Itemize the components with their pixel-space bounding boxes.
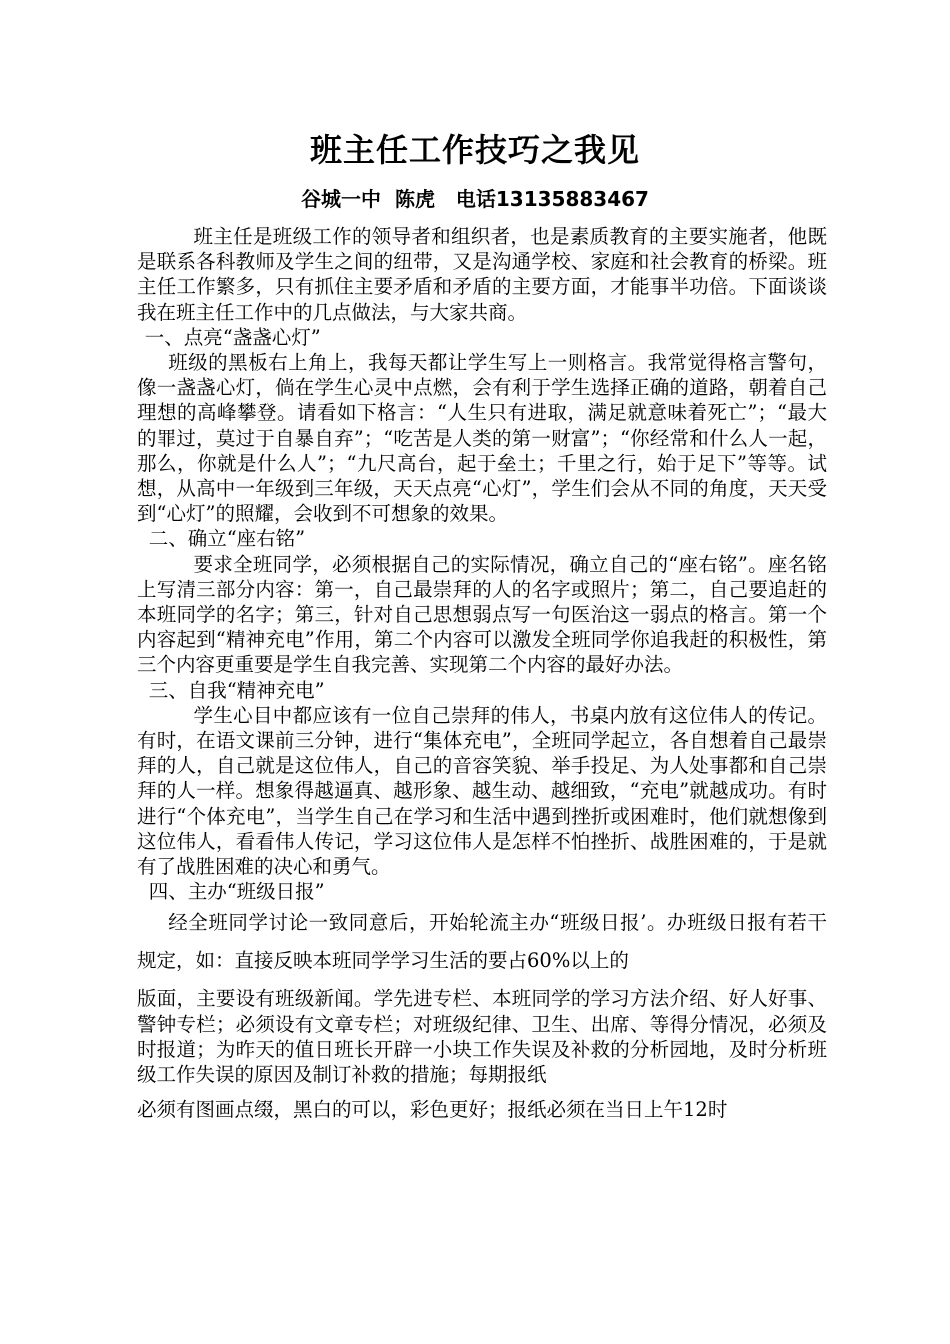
section-paragraph-3: 学生心目中都应该有一位自己崇拜的伟人，书桌内放有这位伟人的传记。有时，在语文课前三分钟，进行“集体充电”，全班同学起立，各自想着自己最崇拜的人，自己就是这位伟人，自己的音容笑貌、举手投足、为人处事都和自己崇拜的人一样。想象得越逼真、越形象、越生动、越细致，“充电”就越成功。有时进行“个体充电”，当学生自己在学习和生活中遇到挫折或困难时，他们就想像到这位伟人，看看伟人传记，学习这位伟人是怎样不怕挫折、战胜困难的，于是就有了战胜困难的决心和勇气。 bbox=[137, 703, 827, 879]
intro-paragraph: 班主任是班级工作的领导者和组织者，也是素质教育的主要实施者，他既是联系各科教师及学生之间的纽带，又是沟通学校、家庭和社会教育的桥梁。班主任工作繁多，只有抓住主要矛盾和矛盾的主要方面，才能事半功倍。下面谈谈我在班主任工作中的几点做法，与大家共商。 bbox=[137, 225, 827, 324]
section-paragraph-4-part-2: 版面，主要设有班级新闻。学先进专栏、本班同学的学习方法介绍、好人好事、警钟专栏；必须设有文章专栏；对班级纪律、卫生、出席、等得分情况，必须及时报道；为昨天的值日班长开辟一小块工作失误及补救的分析园地，及时分析班级工作失误的原因及制订补救的措施；每期报纸 bbox=[137, 987, 827, 1087]
section-paragraph-4-part-3: 必须有图画点缀，黑白的可以，彩色更好；报纸必须在当日上午12时 bbox=[137, 1098, 728, 1122]
section-heading-2: 二、确立“座右铭” bbox=[148, 527, 306, 551]
document-title: 班主任工作技巧之我见 bbox=[309, 131, 640, 169]
author-byline bbox=[0, 185, 950, 213]
section-heading-4: 四、主办“班级日报” bbox=[148, 880, 325, 904]
byline-text: 谷城一中 陈虎 电话13135883467 bbox=[301, 187, 649, 211]
section-heading-1: 一、点亮“盏盏心灯” bbox=[144, 325, 321, 349]
section-paragraph-2: 要求全班同学，必须根据自己的实际情况，确立自己的“座右铭”。座名铭上写清三部分内容：第一，自己最崇拜的人的名字或照片；第二，自己要追赶的本班同学的名字；第三，针对自己思想弱点写一句医治这一弱点的格言。第一个内容起到“精神充电”作用，第二个内容可以激发全班同学你追我赶的积极性，第三个内容更重要是学生自我完善、实现第二个内容的最好办法。 bbox=[137, 552, 827, 677]
section-paragraph-1: 班级的黑板右上角上，我每天都让学生写上一则格言。我常觉得格言警句，像一盏盏心灯，倘在学生心灵中点燃，会有利于学生选择正确的道路，朝着自己理想的高峰攀登。请看如下格言：“人生只有进取，满足就意味着死亡”；“最大的罪过，莫过于自暴自弃”；“吃苦是人类的第一财富”；“你经常和什么人一起，那么，你就是什么人”；“九尺高台，起于垒土；千里之行，始于足下”等等。试想，从高中一年级到三年级，天天点亮“心灯”，学生们会从不同的角度，天天受到“心灯”的照耀，会收到不可想象的效果。 bbox=[137, 351, 827, 526]
section-paragraph-4-part-1: 经全班同学讨论一致同意后，开始轮流主办“班级日报’。办班级日报有若干规定，如：直接反映本班同学学习生活的要占60%以上的 bbox=[137, 911, 827, 973]
document-body bbox=[137, 224, 827, 1129]
section-heading-3: 三、自我“精神充电” bbox=[148, 678, 325, 702]
